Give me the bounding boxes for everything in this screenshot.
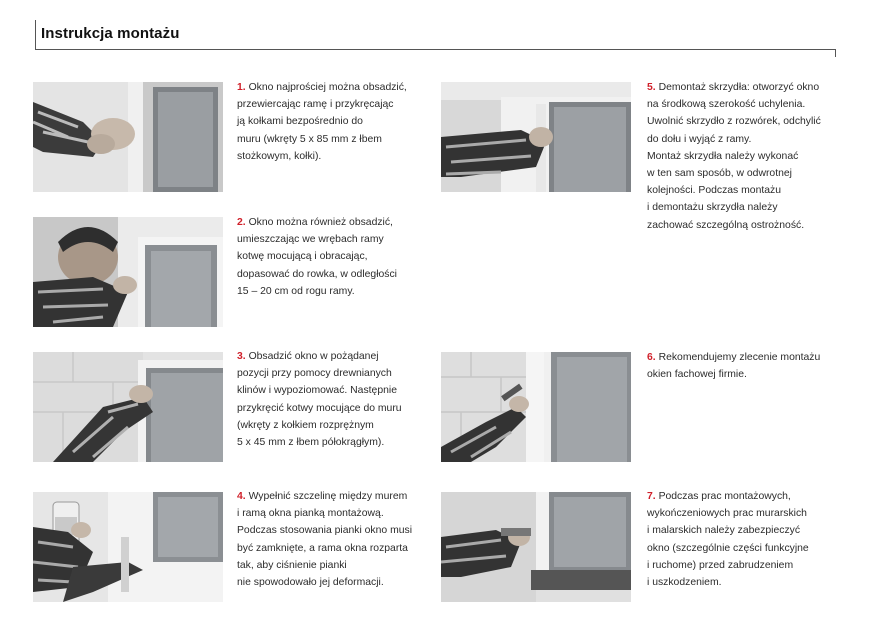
step-number: 5. [647, 82, 656, 93]
step-number: 7. [647, 491, 656, 502]
step-line: ją kołkami bezpośrednio do [237, 116, 363, 128]
step-line: Montaż skrzydła należy wykonać [647, 150, 799, 162]
step-line: kolejności. Podczas montażu [647, 185, 781, 197]
step-line: 15 – 20 cm od rogu ramy. [237, 285, 355, 297]
step-line: być zamknięte, a rama okna rozparta [237, 542, 408, 554]
step-line: 5 x 45 mm z łbem półokrągłym). [237, 437, 385, 449]
title-rule-right [835, 49, 836, 57]
step-line: i uszkodzeniem. [647, 577, 722, 589]
step-number: 1. [237, 82, 246, 93]
step-4-text [237, 488, 412, 591]
title-rule-left [35, 20, 36, 50]
step-number: 2. [237, 217, 246, 228]
step-line: tak, aby ciśnienie pianki [237, 559, 347, 571]
step-line: Podczas stosowania pianki okno musi [237, 525, 413, 537]
step-3-text [237, 348, 402, 451]
step-line: wykończeniowych prac murarskich [647, 508, 807, 520]
photo-step-6 [441, 352, 631, 462]
step-line: Uwolnić skrzydło z rozwórek, odchylić [647, 116, 821, 128]
step-line: i ruchome) przed zabrudzeniem [647, 559, 794, 571]
step-line: w ten sam sposób, w odwrotnej [647, 168, 792, 180]
step-line: 7. Podczas prac montażowych, [647, 491, 791, 502]
step-line: okien fachowej firmie. [647, 369, 747, 381]
step-5-text [647, 79, 821, 234]
step-number: 4. [237, 491, 246, 502]
step-line: muru (wkręty 5 x 85 mm z łbem [237, 133, 382, 145]
step-line: nie spowodowało jej deformacji. [237, 577, 384, 589]
step-7-text [647, 488, 809, 591]
step-line: 4. Wypełnić szczelinę między murem [237, 491, 408, 502]
step-line: stożkowym, kołki). [237, 150, 322, 162]
photo-step-3 [33, 352, 223, 462]
step-line: zachować szczególną ostrożność. [647, 219, 805, 231]
step-line: (wkręty z kołkiem rozprężnym [237, 419, 374, 431]
step-line: klinów i wypoziomować. Następnie [237, 385, 397, 397]
step-line: do dołu i wyjąć z ramy. [647, 133, 752, 145]
step-line: przykręcić kotwy mocujące do muru [237, 402, 402, 414]
step-number: 3. [237, 351, 246, 362]
step-line: i ramą okna pianką montażową. [237, 508, 384, 520]
step-line: 6. Rekomendujemy zlecenie montażu [647, 352, 821, 363]
step-line: i demontażu skrzydła należy [647, 202, 778, 214]
photo-step-5 [441, 82, 631, 192]
step-line: na środkową szerokość uchylenia. [647, 99, 806, 111]
photo-step-1 [33, 82, 223, 192]
step-line: 2. Okno można również obsadzić, [237, 217, 393, 228]
step-2-text [237, 214, 397, 300]
step-line: dopasować do rowka, w odległości [237, 268, 397, 280]
step-line: 3. Obsadzić okno w pożądanej [237, 351, 379, 362]
step-line: przewiercając ramę i przykręcając [237, 99, 394, 111]
step-line: 5. Demontaż skrzydła: otworzyć okno [647, 82, 820, 93]
page-title: Instrukcja montażu [41, 25, 180, 42]
step-line: okno (szczególnie części funkcyjne [647, 542, 809, 554]
step-line: i malarskich należy zabezpieczyć [647, 525, 801, 537]
step-line: 1. Okno najprościej można obsadzić, [237, 82, 407, 93]
step-line: umieszczając we wrębach ramy [237, 234, 384, 246]
photo-step-4 [33, 492, 223, 602]
title-rule [35, 49, 836, 50]
step-line: kotwę mocującą i obracając, [237, 251, 368, 263]
photo-step-7 [441, 492, 631, 602]
step-number: 6. [647, 352, 656, 363]
step-line: pozycji przy pomocy drewnianych [237, 368, 392, 380]
step-6-text [647, 349, 820, 383]
step-1-text [237, 79, 407, 165]
photo-step-2 [33, 217, 223, 327]
